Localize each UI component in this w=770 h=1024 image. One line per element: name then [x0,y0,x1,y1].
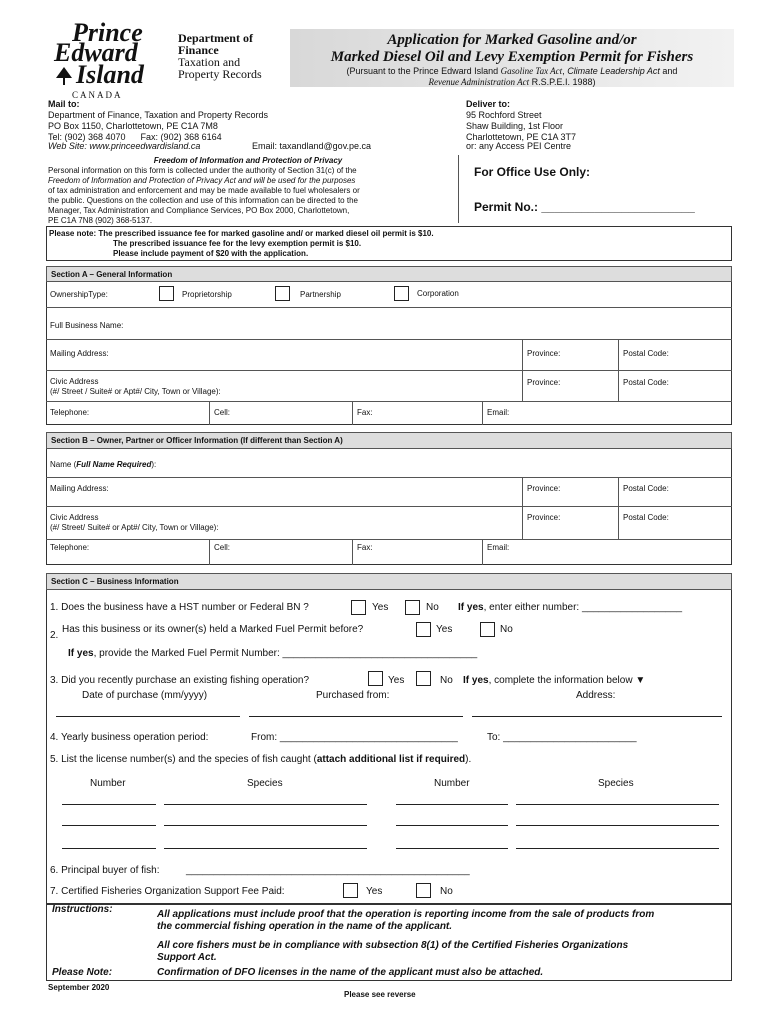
corporation-checkbox[interactable] [394,286,409,301]
b-postal-code[interactable]: Postal Code: [623,484,669,493]
a-civic-line-2: (#/ Street / Suite# or Apt#/ City, Town or Village): [50,387,221,396]
logo-line-3: Island [76,60,144,89]
q3-ifyes-bold: If yes [463,675,489,686]
privacy-divider [458,155,459,223]
b-vdiv-email [482,539,483,565]
proprietorship-label: Proprietorship [182,290,232,299]
q3-text: 3. Did you recently purchase an existing fishing operation? [50,675,310,686]
purchased-from-input[interactable] [249,706,463,717]
q7-yes-checkbox[interactable] [343,883,358,898]
license-species-input[interactable] [516,815,719,826]
q1-if-yes[interactable] [458,602,682,614]
a-vdiv-email [482,401,483,425]
b-row-divider-3 [46,539,732,540]
q3-yes-checkbox[interactable] [368,671,383,686]
a-mailing-address[interactable]: Mailing Address: [50,349,109,358]
b-vdiv-province [522,477,523,539]
q7-yes-label: Yes [366,886,383,897]
instructions-label: Instructions: [52,904,113,915]
privacy-line-1: Personal information on this form is collected under the authority of Section 31(c) of the [48,166,357,175]
license-species-input[interactable] [164,815,367,826]
subtitle-d: Climate Leadership Act [567,66,660,76]
a-province[interactable]: Province: [527,349,561,358]
a-fax[interactable]: Fax: [357,408,373,417]
b-civic-address[interactable] [50,513,219,533]
section-c-title: Section C – Business Information [46,573,732,590]
q1-yes-label: Yes [372,602,389,613]
license-species-input[interactable] [516,838,719,849]
license-species-input[interactable] [516,794,719,805]
a-vdiv-fax [352,401,353,425]
q3-no-checkbox[interactable] [416,671,431,686]
a-row-divider-4 [46,401,732,402]
office-use-label: For Office Use Only: [474,165,591,179]
q5-a: 5. List the license number(s) and the species of fish caught ( [50,754,317,765]
corporation-label: Corporation [417,289,459,298]
q2-if-yes[interactable] [68,648,477,660]
privacy-line-2: Freedom of Information and Protection of Privacy Act and will be used for the purposes [48,176,356,185]
species-header-2: Species [598,778,634,789]
instruction-1-line-1: All applications must include proof that the operation is reporting income from the sale of products from [157,909,655,920]
b-name-c: ): [151,460,157,469]
license-species-input[interactable] [164,838,367,849]
logo-line-1: Prince [72,18,143,47]
website: Web Site: www.princeedwardisland.ca [48,141,201,151]
b-fax[interactable]: Fax: [357,543,373,552]
a-cell[interactable]: Cell: [214,408,231,417]
b-row-divider-2 [46,506,732,507]
q4-text: 4. Yearly business operation period: [50,732,209,743]
b-vdiv-fax [352,539,353,565]
mail-line-3: Tel: (902) 368 4070 Fax: (902) 368 6164 [48,132,222,142]
permit-number: Permit No.: _______________________ [474,200,695,214]
dept-line-2: Finance [178,43,219,57]
license-number-input[interactable] [62,794,156,805]
dept-line-4: Property Records [178,67,262,81]
department-block [178,32,262,80]
date-of-purchase-input[interactable] [56,706,240,717]
mail-to-block [48,99,448,143]
a-civic-postal[interactable]: Postal Code: [623,378,669,387]
q2-ifyes-bold: If yes [68,648,94,659]
a-row-divider-1 [46,307,732,308]
q4-from[interactable]: From: ________________________________ [251,732,458,743]
subtitle-a: (Pursuant to the Prince Edward Island [346,66,499,76]
q5-b: attach additional list if required [316,754,466,765]
instruction-1 [157,909,727,933]
q3-no-label: No [440,675,453,686]
q5-text [50,754,471,766]
q1-text: 1. Does the business have a HST number or Federal BN ? [50,602,309,613]
q1-ifyes-tail: , enter either number: __________________ [483,602,683,613]
license-species-input[interactable] [164,794,367,805]
please-note-text: Confirmation of DFO licenses in the name of the applicant must also be attached. [157,967,544,978]
a-email[interactable]: Email: [487,408,510,417]
deliver-line-1: 95 Rochford Street [466,110,542,120]
license-number-input[interactable] [62,838,156,849]
deliver-to-block [466,99,726,143]
section-b [46,432,732,565]
b-civic-province[interactable]: Province: [527,513,561,522]
fee-note-line-3: Please include payment of $20 with the application. [113,249,309,258]
a-telephone[interactable]: Telephone: [50,408,90,417]
fee-note [46,226,732,261]
partnership-checkbox[interactable] [275,286,290,301]
license-number-input[interactable] [396,815,508,826]
q1-no-label: No [426,602,439,613]
b-name-b: Full Name Required [76,460,152,469]
section-b-title: Section B – Owner, Partner or Officer Information (If different than Section A) [46,432,732,449]
b-telephone[interactable]: Telephone: [50,543,90,552]
license-number-input[interactable] [62,815,156,826]
form-subtitle-2 [290,77,734,88]
principal-buyer-input[interactable]: ___________________________________________________ [186,865,470,876]
fee-note-line-1: Please note: The prescribed issuance fee for marked gasoline and/ or marked diesel oil permit is $10. [49,229,434,238]
a-vdiv-cell [209,401,210,425]
q2-no-label: No [500,624,513,635]
b-civic-line-2: (#/ Street/ Suite# or Apt#/ City, Town or Village): [50,523,219,532]
address-label: Address: [576,690,616,701]
q3-ifyes-tail: , complete the information below ▼ [488,675,646,686]
q5-c: ). [465,754,472,765]
logo [52,20,170,98]
b-name-a: Name ( [50,460,77,469]
deliver-or: or: any Access PEI Centre [466,141,572,151]
q7-no-checkbox[interactable] [416,883,431,898]
b-name-field[interactable] [50,460,156,470]
logo-country: CANADA [72,90,123,100]
q1-ifyes-bold: If yes [458,602,484,613]
b-vdiv-cell [209,539,210,565]
q2-ifyes-tail: , provide the Marked Fuel Permit Number: ___________________________________ [93,648,478,659]
q1-no-checkbox[interactable] [405,600,420,615]
instruction-2-line-2: Support Act. [157,952,217,963]
b-mailing-address[interactable]: Mailing Address: [50,484,109,493]
q2-no-checkbox[interactable] [480,622,495,637]
purchased-from-label: Purchased from: [316,690,390,701]
b-province[interactable]: Province: [527,484,561,493]
b-row-divider-1 [46,477,732,478]
please-note-label: Please Note: [52,967,113,978]
deliver-heading: Deliver to: [466,99,511,109]
privacy-line-3: of tax administration and enforcement and may be made available to fuel wholesalers or [48,186,360,195]
fee-note-line-2: The prescribed issuance fee for the levy exemption permit is $10. [113,239,362,248]
a-civic-address[interactable] [50,377,221,397]
form-date: September 2020 [48,983,110,992]
form-title-line-1: Application for Marked Gasoline and/or [387,32,637,48]
proprietorship-checkbox[interactable] [159,286,174,301]
q6-text: 6. Principal buyer of fish: [50,865,160,876]
form-subtitle [290,66,734,77]
privacy-line-4: the public. Questions on the collection and use of this information can be directed to the [48,196,358,205]
date-of-purchase-label: Date of purchase (mm/yyyy) [82,690,208,701]
subtitle2-a: Revenue Administration Act [428,77,530,87]
subtitle-c: , [562,66,565,76]
instruction-1-line-2: the commercial fishing operation in the name of the applicant. [157,921,453,932]
subtitle-b: Gasoline Tax Act [500,66,563,76]
instruction-2 [157,940,727,964]
see-reverse: Please see reverse [344,990,416,999]
mail-line-2: PO Box 1150, Charlottetown, PE C1A 7M8 [48,121,218,131]
species-header-1: Species [247,778,283,789]
subtitle-e: and [662,66,678,76]
instruction-2-line-1: All core fishers must be in compliance with subsection 8(1) of the Certified Fisheries Organizations [157,940,629,951]
q3-yes-label: Yes [388,675,405,686]
q4-to[interactable]: To: ________________________ [487,732,637,743]
logo-line-2: Edward [54,38,138,67]
privacy-line-6: PE C1A 7N8 (902) 368-5137. [48,216,153,225]
a-civic-line-1: Civic Address [50,377,99,386]
dept-line-3: Taxation and [178,55,241,69]
q2-yes-label: Yes [436,624,453,635]
email-address: Email: taxandland@gov.pe.ca [252,141,372,151]
q1-yes-checkbox[interactable] [351,600,366,615]
b-email[interactable]: Email: [487,543,510,552]
a-civic-province[interactable]: Province: [527,378,561,387]
deliver-line-3: Charlottetown, PE C1A 3T7 [466,132,577,142]
q2-text: Has this business or its owner(s) held a Marked Fuel Permit before? [62,624,364,635]
q7-no-label: No [440,886,453,897]
privacy-line-5: Manager, Tax Administration and Compliance Services, PO Box 2000, Charlottetown, [48,206,350,215]
q7-text: 7. Certified Fisheries Organization Support Fee Paid: [50,886,285,897]
privacy-heading: Freedom of Information and Protection of Privacy [153,156,343,165]
q3-if-yes [463,675,645,687]
q2-number: 2. [50,630,59,641]
form-title-line-2: Marked Diesel Oil and Levy Exemption Permit for Fishers [330,49,694,65]
tree-icon [54,66,74,86]
b-civic-postal[interactable]: Postal Code: [623,513,669,522]
a-row-divider-3 [46,370,732,371]
section-a-title: Section A – General Information [46,266,732,282]
number-header-1: Number [90,778,126,789]
mail-line-1: Department of Finance, Taxation and Property Records [48,110,268,120]
b-vdiv-postal [618,477,619,539]
mail-heading: Mail to: [48,99,80,109]
number-header-2: Number [434,778,470,789]
a-full-business-name[interactable]: Full Business Name: [50,321,124,330]
address-input[interactable] [472,706,722,717]
ownership-label: OwnershipType: [50,290,108,299]
b-cell[interactable]: Cell: [214,543,231,552]
license-number-input[interactable] [396,794,508,805]
deliver-line-2: Shaw Building, 1st Floor [466,121,564,131]
a-postal-code[interactable]: Postal Code: [623,349,669,358]
privacy-block [48,156,448,226]
dept-line-1: Department of [178,31,253,45]
q2-yes-checkbox[interactable] [416,622,431,637]
subtitle2-b: R.S.P.E.I. 1988) [531,77,596,87]
b-civic-line-1: Civic Address [50,513,99,522]
a-row-divider-2 [46,339,732,340]
partnership-label: Partnership [300,290,341,299]
license-number-input[interactable] [396,838,508,849]
